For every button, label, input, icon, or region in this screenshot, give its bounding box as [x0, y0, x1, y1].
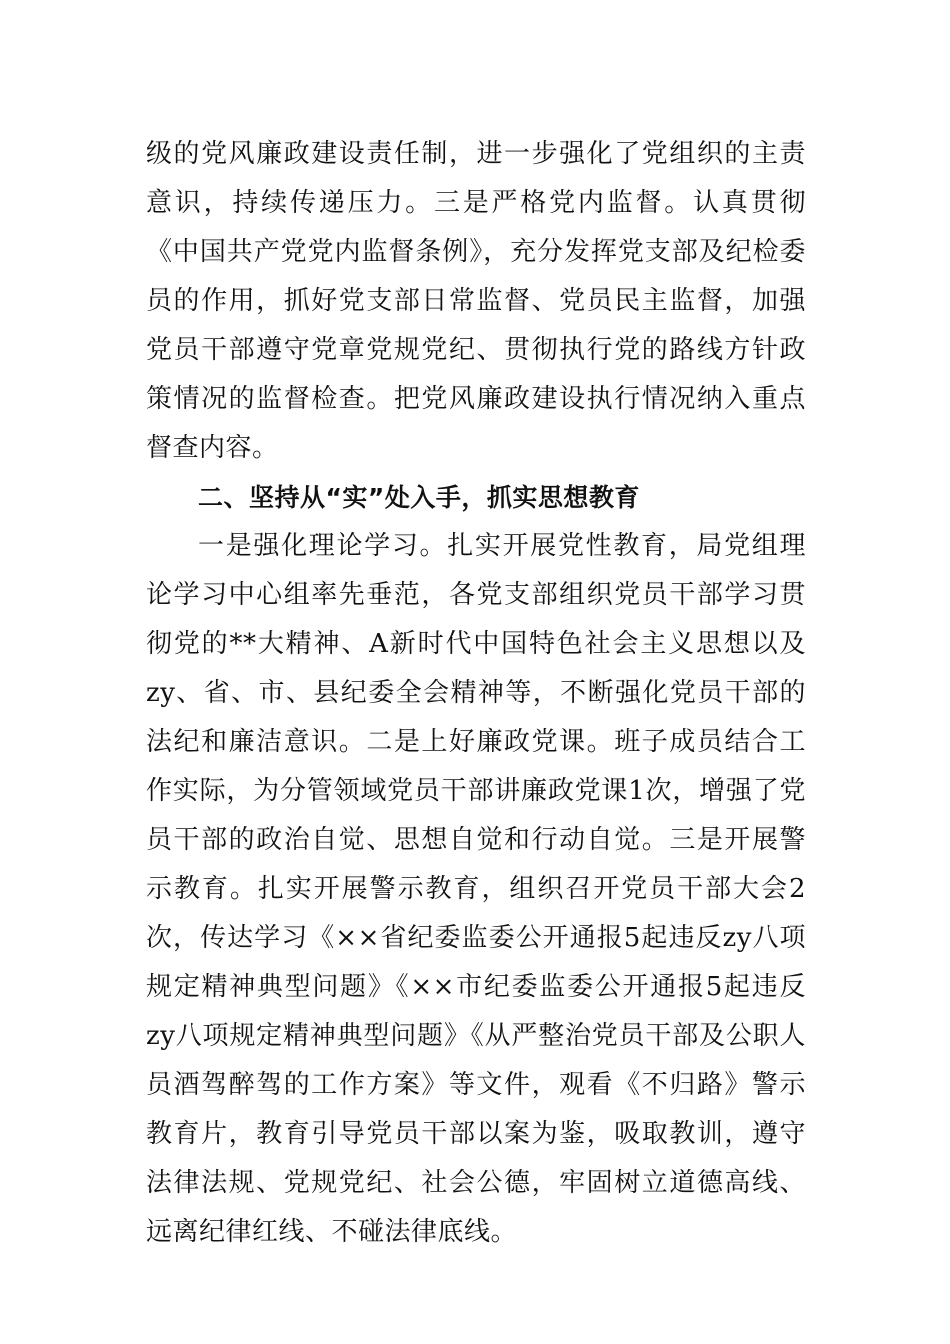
section-heading: 二、坚持从“实”处入手，抓实思想教育 [198, 483, 640, 512]
paragraph-thought-education: 一是强化理论学习。扎实开展党性教育，局党组理论学习中心组率先垂范，各党支部组织党员干部学习贯彻党的**大精神、A新时代中国特色社会主义思想以及zy、省、市、县纪委全会精神等，不断强化党员干部的法纪和廉洁意识。二是上好廉政党课。班子成员结合工作实际，为分管领域党员干部讲廉政党课1次，增强了党员干部的政治自觉、思想自觉和行动自觉。三是开展警示教育。扎实开展警示教育，组织召开党员干部大会2次，传达学习《××省纪委监委公开通报5起违反zy八项规定精神典型问题》《××市纪委监委公开通报5起违反zy八项规定精神典型问题》《从严整治党员干部及公职人员酒驾醉驾的工作方案》等文件，观看《不归路》警示教育片，教育引导党员干部以案为鉴，吸取教训，遵守法律法规、党规党纪、社会公德，牢固树立道德高线、远离纪律红线、不碰法律底线。 [146, 531, 806, 1247]
paragraph-continuation: 级的党风廉政建设责任制，进一步强化了党组织的主责意识，持续传递压力。三是严格党内监督。认真贯彻《中国共产党党内监督条例》，充分发挥党支部及纪检委员的作用，抓好党支部日常监督、党员民主监督，加强党员干部遵守党章党规党纪、贯彻执行党的路线方针政策情况的监督检查。把党风廉政建设执行情况纳入重点督查内容。 [146, 139, 806, 463]
document-body [146, 130, 806, 1257]
